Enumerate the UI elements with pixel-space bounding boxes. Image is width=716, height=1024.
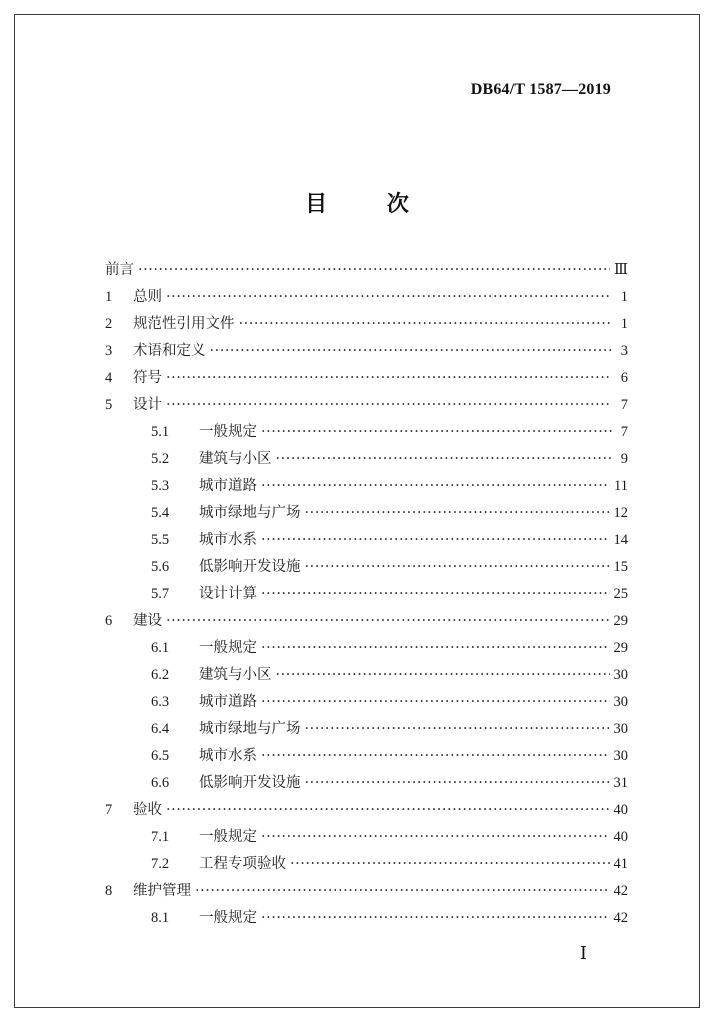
toc-entry-label: 一般规定 [199,829,257,845]
toc-entry-number: 5.1 [151,424,170,440]
toc-entry[interactable] [105,501,628,528]
toc-entry-label: 建筑与小区 [199,451,272,467]
table-of-contents [105,258,628,933]
toc-entry-page: 40 [613,802,628,818]
dot-leader [305,775,610,791]
page-title-char-2: 次 [386,192,409,217]
toc-entry-number: 5.6 [151,559,170,575]
toc-entry[interactable] [105,879,628,906]
page-title [15,187,699,218]
toc-entry-page: 42 [613,883,628,899]
dot-leader [305,721,610,737]
dot-leader [261,694,610,710]
toc-entry-page: 42 [613,910,628,926]
toc-entry-label: 城市绿地与广场 [199,721,301,737]
page-number: Ⅰ [579,943,587,963]
toc-entry-page: 29 [613,613,628,629]
dot-leader [166,289,612,305]
toc-entry-number: 3 [105,343,113,359]
toc-entry-page: 3 [620,343,628,359]
dot-leader [138,262,610,278]
dot-leader [166,370,612,386]
toc-entry-page: 14 [613,532,628,548]
toc-entry-number: 5.3 [151,478,170,494]
toc-entry-page: 7 [620,397,628,413]
dot-leader [290,856,610,872]
toc-entry-page: 25 [613,586,628,602]
toc-entry-label: 总则 [133,289,162,305]
toc-entry-number: 6.6 [151,775,170,791]
toc-entry-label: 建设 [133,613,162,629]
dot-leader [210,343,613,359]
toc-entry[interactable] [105,555,628,582]
toc-entry[interactable] [105,771,628,798]
toc-entry-label: 建筑与小区 [199,667,272,683]
toc-entry-number: 7.1 [151,829,170,845]
toc-entry[interactable] [105,609,628,636]
toc-entry-page: Ⅲ [614,262,628,278]
toc-entry-label: 工程专项验收 [199,856,286,872]
toc-entry[interactable] [105,528,628,555]
toc-entry-page: 1 [620,289,628,305]
toc-entry-label: 城市绿地与广场 [199,505,301,521]
toc-entry-label: 城市水系 [199,748,257,764]
toc-entry[interactable] [105,906,628,933]
toc-entry-number: 7.2 [151,856,170,872]
standard-code: DB64/T 1587—2019 [470,81,611,98]
toc-entry-label: 一般规定 [199,910,257,926]
toc-entry-page: 30 [613,748,628,764]
dot-leader [276,667,610,683]
toc-entry[interactable] [105,393,628,420]
page-title-char-1: 目 [305,192,328,217]
toc-entry[interactable] [105,825,628,852]
toc-entry-number: 6.5 [151,748,170,764]
dot-leader [261,478,610,494]
dot-leader [276,451,613,467]
toc-entry[interactable] [105,798,628,825]
toc-entry[interactable] [105,636,628,663]
toc-entry-number: 8.1 [151,910,170,926]
toc-entry[interactable] [105,339,628,366]
toc-entry-page: 11 [614,478,628,494]
toc-entry[interactable] [105,690,628,717]
toc-entry[interactable] [105,312,628,339]
toc-entry-label: 符号 [133,370,162,386]
toc-entry-label: 设计 [133,397,162,413]
toc-entry-page: 6 [620,370,628,386]
toc-entry[interactable] [105,258,628,285]
toc-entry-label: 一般规定 [199,424,257,440]
dot-leader [239,316,613,332]
toc-entry[interactable] [105,717,628,744]
toc-entry[interactable] [105,366,628,393]
toc-entry-page: 30 [613,667,628,683]
toc-entry-label: 术语和定义 [133,343,206,359]
dot-leader [261,829,610,845]
dot-leader [166,613,610,629]
toc-entry-number: 4 [105,370,113,386]
toc-entry-number: 5.2 [151,451,170,467]
toc-entry-page: 40 [613,829,628,845]
toc-entry[interactable] [105,582,628,609]
toc-entry-number: 6.4 [151,721,170,737]
toc-entry-label: 一般规定 [199,640,257,656]
toc-entry-number: 5.7 [151,586,170,602]
toc-entry-number: 5.5 [151,532,170,548]
toc-entry-page: 41 [613,856,628,872]
toc-entry-label: 低影响开发设施 [199,559,301,575]
toc-entry-number: 2 [105,316,113,332]
toc-entry-label: 城市水系 [199,532,257,548]
toc-entry-label: 城市道路 [199,694,257,710]
toc-entry-label: 城市道路 [199,478,257,494]
dot-leader [195,883,610,899]
dot-leader [261,748,610,764]
toc-entry-page: 12 [613,505,628,521]
dot-leader [261,424,612,440]
dot-leader [261,640,610,656]
toc-entry[interactable] [105,447,628,474]
toc-entry-page: 30 [613,694,628,710]
dot-leader [261,586,610,602]
toc-entry-page: 15 [613,559,628,575]
toc-entry-number: 5.4 [151,505,170,521]
toc-entry-label: 低影响开发设施 [199,775,301,791]
toc-entry[interactable] [105,852,628,879]
toc-entry-page: 30 [613,721,628,737]
dot-leader [261,910,610,926]
toc-entry[interactable] [105,663,628,690]
toc-entry-page: 1 [620,316,628,332]
toc-entry-page: 29 [613,640,628,656]
toc-entry-page: 9 [620,451,628,467]
toc-entry-number: 1 [105,289,113,305]
dot-leader [166,802,610,818]
dot-leader [261,532,610,548]
toc-entry-label: 维护管理 [133,883,191,899]
toc-entry-label: 前言 [105,262,134,278]
toc-entry-label: 验收 [133,802,162,818]
toc-entry[interactable] [105,474,628,501]
toc-entry[interactable] [105,420,628,447]
toc-entry-number: 8 [105,883,113,899]
dot-leader [166,397,612,413]
toc-entry[interactable] [105,744,628,771]
toc-entry-number: 6.1 [151,640,170,656]
toc-entry[interactable] [105,285,628,312]
dot-leader [305,559,610,575]
toc-entry-number: 6 [105,613,113,629]
toc-entry-page: 31 [613,775,628,791]
toc-entry-number: 5 [105,397,113,413]
toc-entry-label: 规范性引用文件 [133,316,235,332]
dot-leader [305,505,610,521]
toc-entry-number: 6.2 [151,667,170,683]
toc-entry-label: 设计计算 [199,586,257,602]
toc-entry-page: 7 [620,424,628,440]
document-page [14,14,700,1008]
toc-entry-number: 7 [105,802,113,818]
toc-entry-number: 6.3 [151,694,170,710]
